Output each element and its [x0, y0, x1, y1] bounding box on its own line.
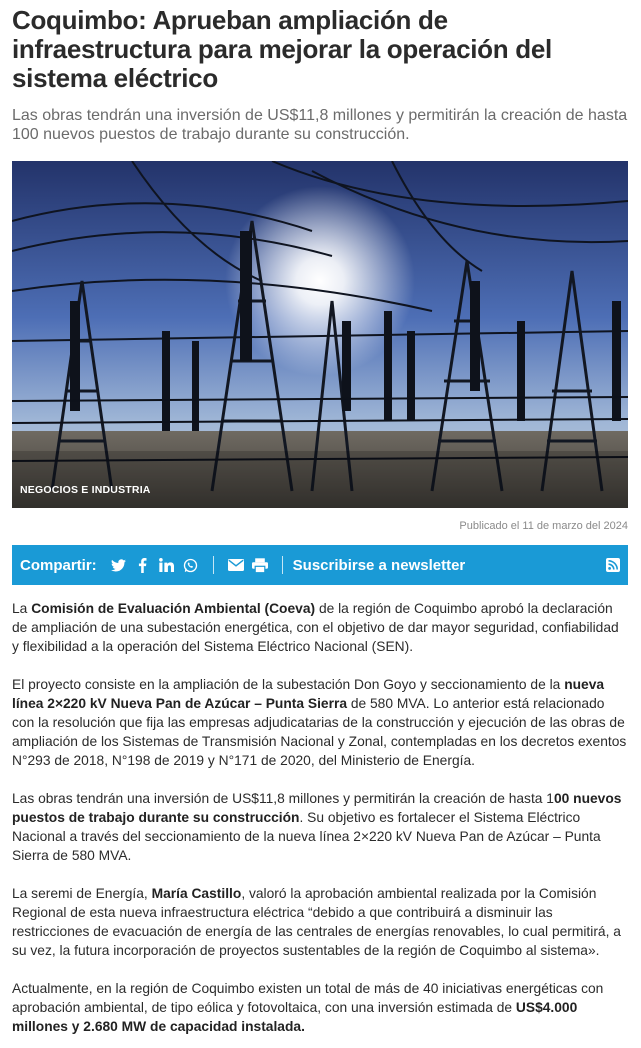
body-paragraph	[12, 789, 628, 865]
linkedin-icon[interactable]	[159, 557, 175, 573]
publish-date: Publicado el 11 de marzo del 2024	[459, 520, 628, 532]
body-paragraph	[12, 675, 628, 770]
rss-icon[interactable]	[606, 558, 620, 572]
article-headline: Coquimbo: Aprueban ampliación de infraestructura para mejorar la operación del sistema eléctrico	[12, 5, 552, 93]
separator	[213, 556, 214, 574]
separator	[282, 556, 283, 574]
bold-text: nueva línea 2×220 kV Nueva Pan de Azúcar – Punta Sierra	[12, 677, 605, 711]
text-run: . Su objetivo es fortalecer el Sistema Eléctrico Nacional a través del seccionamiento de la nueva línea 2×220 kV Nueva Pan de Azúcar – Punta Sierra de 580 MVA.	[12, 810, 601, 863]
whatsapp-icon[interactable]	[183, 557, 199, 573]
bold-text: US$4.000 millones y 2.680 MW de capacidad instalada.	[12, 1000, 578, 1034]
bold-text: María Castillo	[151, 886, 242, 901]
article-body	[12, 599, 628, 1048]
bold-text: 00 nuevos puestos de trabajo durante su construcción	[12, 791, 622, 825]
text-run: de la región de Coquimbo aprobó la declaración de ampliación de una subestación energética, con el objetivo de dar mayor seguridad, confiabilidad y flexibilidad a la operación del Sistema Eléctrico Nacional (SEN).	[12, 601, 619, 654]
share-icons	[111, 556, 289, 574]
bold-text: Comisión de Evaluación Ambiental (Coeva)	[31, 601, 316, 616]
text-run: de 580 MVA. Lo anterior está relacionado con la resolución que fija las empresas adjudicatarias de la construcción y ejecución de las obras de ampliación de los Sistemas de Transmisión Nacional y Zonal, contempladas en los decretos exentos N°293 de 2018, N°198 de 2019 y N°171 de 2020, del Ministerio de Energía.	[12, 696, 627, 768]
substation-photo	[12, 161, 628, 508]
share-bar	[12, 545, 628, 585]
text-run: Actualmente, en la región de Coquimbo existen un total de más de 40 iniciativas energéticas con aprobación ambiental, de tipo eólica y fotovoltaica, con una inversión estimada de	[12, 981, 604, 1015]
body-paragraph	[12, 979, 628, 1036]
text-run: La	[12, 601, 32, 616]
twitter-icon[interactable]	[111, 557, 127, 573]
category-label[interactable]: NEGOCIOS E INDUSTRIA	[20, 484, 151, 496]
text-run: La seremi de Energía,	[12, 886, 152, 901]
hero-image[interactable]	[12, 161, 628, 508]
facebook-icon[interactable]	[135, 557, 151, 573]
text-run: , valoró la aprobación ambiental realizada por la Comisión Regional de esta nueva infraestructura eléctrica “debido a que contribuirá a disminuir las restricciones de evacuación de energía de las centrales de energías renovables, lo cual permitirá, a su vez, la futura incorporación de proyectos sustentables de la región de Coquimbo al sistema».	[12, 886, 621, 958]
email-icon[interactable]	[228, 557, 244, 573]
text-run: El proyecto consiste en la ampliación de la subestación Don Goyo y seccionamiento de la	[12, 677, 565, 692]
body-paragraph	[12, 599, 628, 656]
body-paragraph	[12, 884, 628, 960]
article-subheadline: Las obras tendrán una inversión de US$11,8 millones y permitirán la creación de hasta 100 nuevos puestos de trabajo durante su construcción.	[12, 107, 628, 143]
print-icon[interactable]	[252, 557, 268, 573]
share-label: Compartir:	[20, 556, 97, 574]
newsletter-link[interactable]: Suscribirse a newsletter	[292, 556, 466, 574]
text-run: Las obras tendrán una inversión de US$11,8 millones y permitirán la creación de hasta 1	[12, 791, 554, 806]
